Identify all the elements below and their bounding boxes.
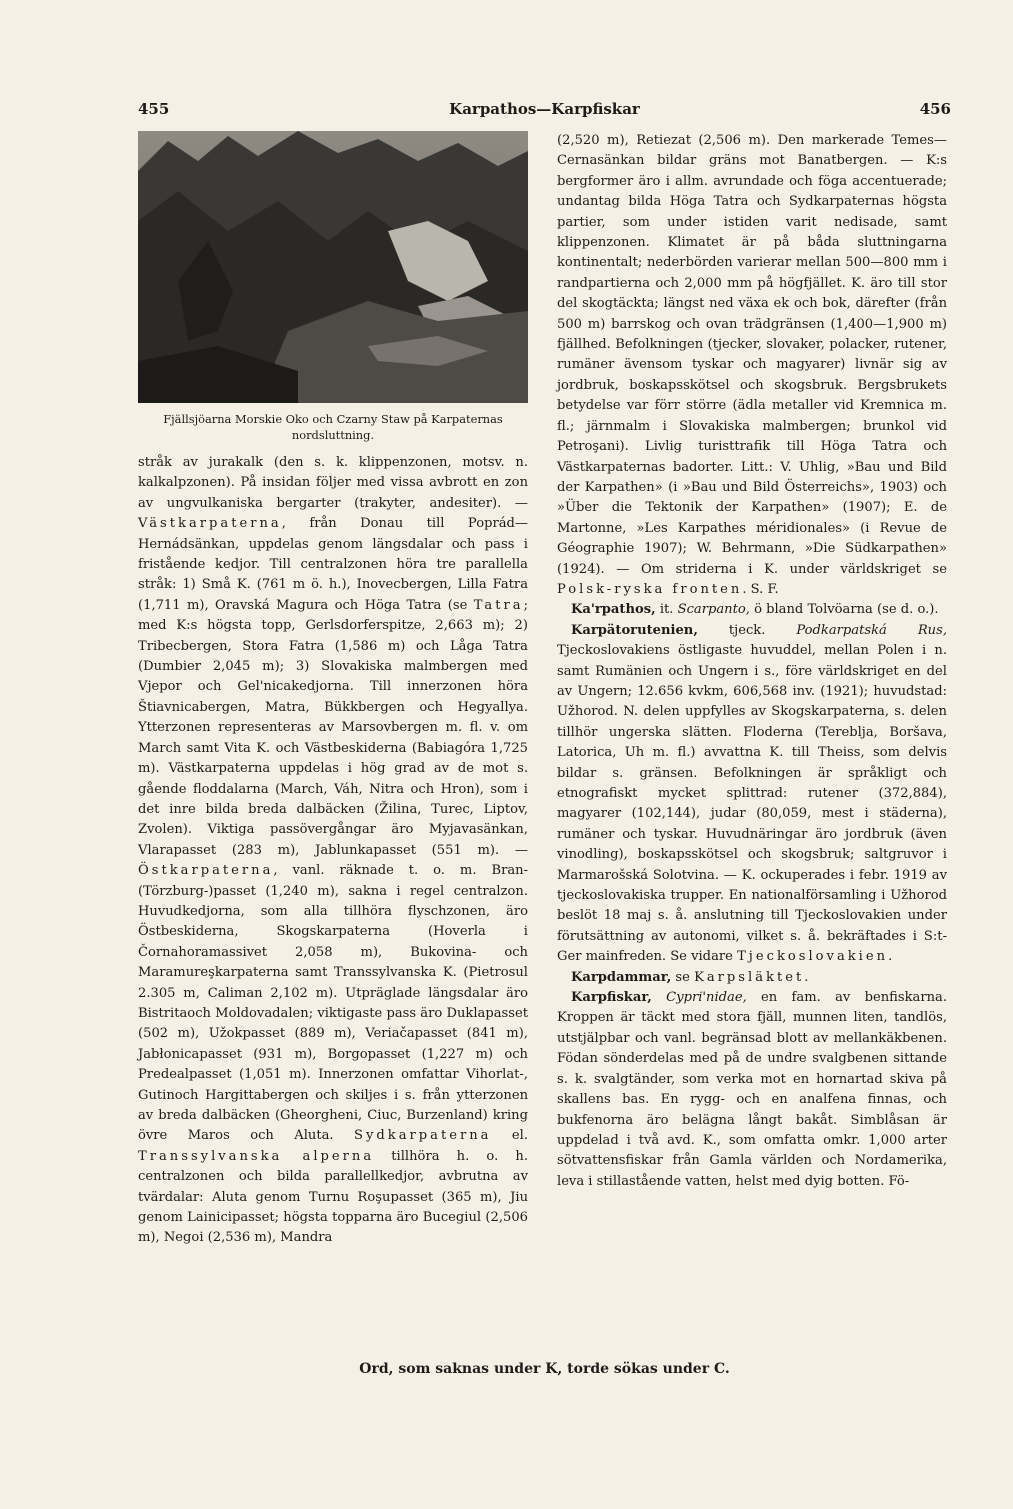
text-run: . — [888, 949, 893, 965]
text-run: tjeck. — [697, 622, 797, 638]
text-run: tillhöra h. o. h. centralzonen och bilda parallellkedjor, avbrutna av tvärdalar: Aluta genom Turnu Roşupasset (365 m), Jiu genom Lainicipasset; högsta topparna äro Bucegiul (2,506 m), Negoi (2,536 m), Mandra — [138, 1148, 528, 1246]
left-column — [138, 131, 528, 1249]
spaced-term: Västkarpaterna — [138, 516, 282, 532]
italic-term: Scarpanto, — [677, 602, 750, 618]
spaced-term: Sydkarpaterna — [354, 1128, 492, 1144]
italic-term: Cypri'nidae, — [651, 990, 747, 1006]
text-run: , vanl. räknade t. o. m. Bran- (Törzburg-)passet (1,240 m), sakna i regel centralzon. Huvudkedjorna, som alla tillhöra flyschzonen, äro Östbeskiderna, Skogskarpaterna (Hoverla i Čornahoramassivet 2,058 m), Bukovina- och Maramureşkarpaterna samt Transsylvanska K. (Pietrosul 2.305 m, Caliman 2,102 m). Utpräglade längsdalar äro Bistritaoch Moldovadalen; viktigaste pass äro Duklapasset (502 m), Užokpasset (889 m), Veriačapasset (841 m), Jabłonicapasset (931 m), Borgopasset (1,227 m) och Predealpasset (1,051 m). Innerzonen omfattar Vihorlat-, Gutinoch Hargittabergen och skiljes i s. från ytterzonen av breda dalbäcken (Gheorgheni, Ciuc, Burzenland) kring övre Maros och Aluta. — [138, 863, 528, 1144]
headword: Karpdammar, — [571, 969, 672, 985]
text-run: . S. F. — [742, 581, 779, 597]
text-run: en fam. av benfiskarna. Kroppen är täckt med stora fjäll, munnen liten, tandlös, utstjälpbar och vanl. begränsad blott av mellankäkbenen. Födan sönderdelas med på de undre svalgbenen sittande s. k. svalgtänder, som verka mot en hornartad skiva på skallens bas. En rygg- och en analfena finnas, och bukfenorna äro belägna långt bakåt. Simblåsan är uppdelad i två avd. K., som omfatta omkr. 1,000 arter sötvattensfiskar från Gamla världen och Nordamerika, leva i stillastående vatten, helst med dyig botten. Fö- — [557, 990, 947, 1189]
mountain-lake-photo — [138, 131, 528, 403]
page-footer-note: Ord, som saknas under K, torde sökas under C. — [359, 1361, 730, 1377]
text-run: stråk av jurakalk (den s. k. klippenzonen, motsv. n. kalkalpzonen). På insidan följer med vissa avbrott en zon av ungvulkaniska bergarter (trakyter, andesiter). — — [138, 455, 528, 511]
headword: Karpfiskar, — [571, 990, 652, 1006]
spaced-term: Karpsläktet — [694, 969, 805, 985]
text-run: (2,520 m), Retiezat (2,506 m). Den markerade Temes—Cernasänkan bildar gräns mot Banatbergen. — K:s bergformer äro i allm. avrundade och föga accentuerade; undantag bilda Höga Tatra och Sydkarpaternas högsta partier, som under istiden varit nedisade, samt klippenzonen. Klimatet är på båda sluttningarna kontinentalt; nederbörden varierar mellan 500—800 mm i randpartierna och 2,000 mm på högfjället. K. äro till stor del skogtäckta; längst ned växa ek och bok, därefter (från 500 m) barrskog och ovan trädgränsen (1,400—1,900 m) fjällhed. Befolkningen (tjecker, slovaker, polacker, rutener, rumäner ävensom tyskar och magyarer) livnär sig av jordbruk, boskapsskötsel och skogsbruk. Bergsbrukets betydelse var förr större (ädla metaller vid Kremnica m. fl.; järnmalm i Slovakiska malmbergen; brunkol vid Petroşani). Livlig turisttrafik till Höga Tatra och Västkarpaternas badorter. Litt.: V. Uhlig, »Bau und Bild der Karpathen» (i »Bau und Bild Österreichs», 1903) och »Über die Tektonik der Karpathen» (1907); E. de Martonne, »Les Karpathes méridionales» (i Revue de Géographie 1907); W. Behrmann, »Die Südkarpathen» (1924). — Om striderna i K. under världskriget se — [557, 133, 947, 577]
spaced-term: Polsk-ryska fronten — [557, 581, 743, 597]
entry-karpdammar — [557, 968, 947, 988]
photo-illustration — [138, 131, 528, 403]
text-run: , från Donau till Poprád—Hernádsänkan, uppdelas genom längsdalar och pass i fristående kedjor. Till centralzonen höra tre parallella stråk: 1) Små K. (761 m ö. h.), Inovecbergen, Lilla Fatra (1,711 m), Oravská Magura och Höga Tatra (se — [138, 516, 528, 613]
text-run: . — [804, 969, 809, 985]
paragraph — [138, 453, 528, 1249]
running-title: Karpathos—Karpfiskar — [449, 100, 640, 118]
text-run: it. — [655, 602, 678, 618]
italic-term: Podkarpatská Rus, — [796, 622, 947, 638]
page-number-left: 455 — [138, 100, 170, 118]
spaced-term: Tatra — [473, 597, 524, 613]
text-run: se — [671, 969, 695, 985]
running-header — [138, 100, 951, 126]
text-run: Tjeckoslovakiens östligaste huvuddel, mellan Polen i n. samt Rumänien och Ungern i s., före världskriget en del av Ungern; 12.656 kvkm, 606,568 inv. (1921); huvudstad: Užhorod. N. delen uppfylles av Skogskarpaterna, s. delen tillhör ungerska slätten. Floderna (Tereblja, Boršava, Latorica, Uh m. fl.) avvattna K. till Theiss, som delvis bildar s. gränsen. Befolkningen är språkligt och etnografiskt mycket splittrad: rutener (372,884), magyarer (102,144), judar (80,059, mest i städerna), rumäner och tyskar. Huvudnäringar äro jordbruk (även vinodling), boskapsskötsel och skogsbruk; saltgruvor i Marmarošská Solotvina. — K. ockuperades i febr. 1919 av tjeckoslovakiska trupper. En nationalförsamling i Užhorod beslöt 18 maj s. å. anslutning till Tjeckoslovakien under förutsättning av autonomi, vilket s. å. bekräftades i S:t-Ger mainfreden. Se vidare — [557, 643, 947, 965]
figure-caption: Fjällsjöarna Morskie Oko och Czarny Staw på Karpaternas nordsluttning. — [163, 412, 503, 442]
page-number-right: 456 — [919, 100, 951, 118]
headword: Ka'rpathos, — [571, 602, 656, 618]
text-run: ö bland Tolvöarna (se d. o.). — [749, 602, 939, 618]
right-column — [557, 131, 947, 1192]
paragraph — [557, 131, 947, 600]
entry-karpathos — [557, 600, 947, 620]
spaced-term: Tjeckoslovakien — [737, 949, 889, 965]
headword: Karpätorutenien, — [571, 622, 698, 638]
text-run: ; med K:s högsta topp, Gerlsdorferspitze, 2,663 m); 2) Tribecbergen, Stora Fatra (1,586 m) och Låga Tatra (Dumbier 2,045 m); 3) Slovakiska malmbergen med Vjepor och Gel'nicakedjorna. Till innerzonen höra Štiavnicabergen, Matra, Bükkbergen och Hegyallya. Ytterzonen representeras av Marsovbergen m. fl. v. om March samt Vita K. och Västbeskiderna (Babiagóra 1,725 m). Västkarpaterna uppdelas i hög grad av de mot s. gående floddalarna (March, Váh, Nitra och Hron), som i det inre bilda breda dalbäcken (Žilina, Turec, Liptov, Zvolen). Viktiga passövergångar äro Myjavasänkan, Vlarapasset (283 m), Jablunkapasset (551 m). — — [138, 597, 528, 858]
text-run: el. — [491, 1128, 528, 1144]
entry-karpatorutenien — [557, 621, 947, 968]
entry-karpfiskar — [557, 988, 947, 1192]
spaced-term: Östkarpaterna — [138, 863, 274, 879]
spaced-term: Transsylvanska alperna — [138, 1148, 375, 1164]
